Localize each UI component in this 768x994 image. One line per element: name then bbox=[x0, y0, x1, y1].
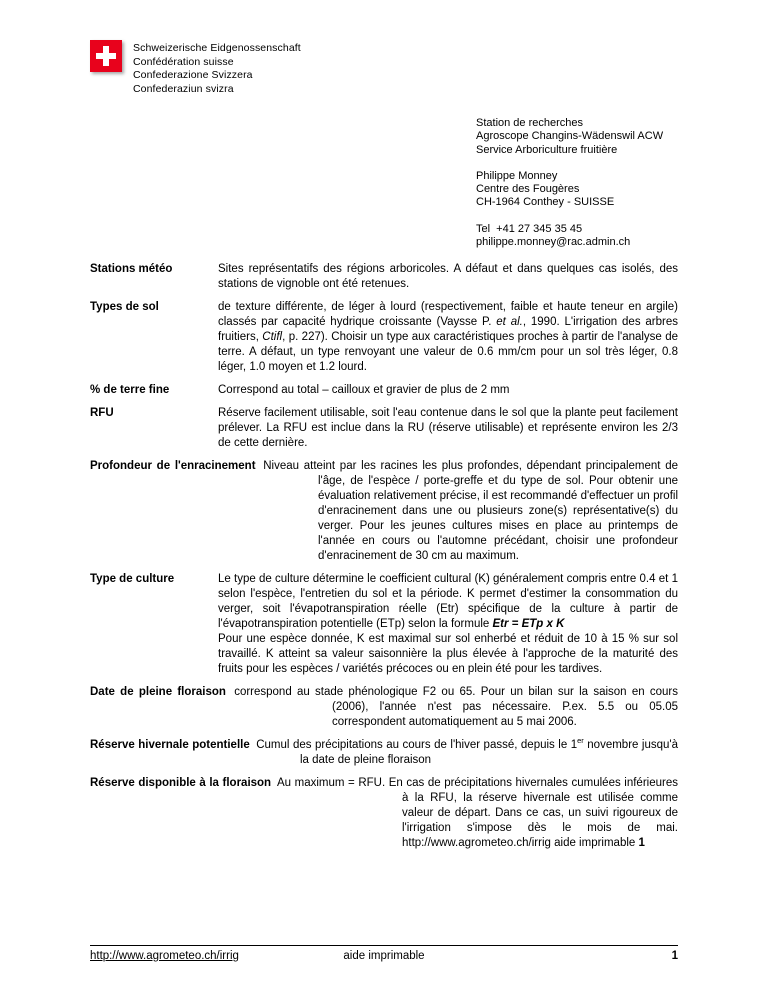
entry-type-de-culture bbox=[90, 572, 678, 677]
footer-caption: aide imprimable bbox=[343, 950, 425, 962]
phone-number: Tel +41 27 345 35 45 bbox=[476, 222, 583, 235]
entry-body: Réserve facilement utilisable, soit l'eau contenue dans le sol que la plante peut facilement prélever. La RFU est inclue dans la RU (réserve utilisable) et représente environ les 2/3 de cette dernière. bbox=[218, 407, 678, 450]
contact-line: Agroscope Changins-Wädenswil ACW bbox=[476, 130, 664, 143]
entry-reserve-hivernale bbox=[90, 738, 678, 768]
page-number: 1 bbox=[671, 950, 678, 962]
entry-rfu bbox=[90, 406, 678, 451]
entry-body bbox=[90, 459, 678, 564]
entry-text: , 1990. L'irrigation des arbres fruitiers, bbox=[218, 316, 678, 344]
entry-body bbox=[218, 572, 678, 677]
contact-line: Station de recherches bbox=[476, 117, 584, 129]
swiss-flag-icon bbox=[90, 40, 122, 72]
email-address: philippe.monney@rac.admin.ch bbox=[476, 236, 631, 249]
footer-link[interactable]: http://www.agrometeo.ch/irrig bbox=[90, 950, 239, 962]
contact-person bbox=[476, 170, 678, 210]
federal-masthead bbox=[90, 40, 678, 96]
contact-block bbox=[476, 117, 678, 249]
entry-terre-fine bbox=[90, 383, 678, 398]
contact-line: Philippe Monney bbox=[476, 169, 558, 182]
entry-text: Le type de culture détermine le coefficient cultural (K) généralement compris entre 0.4 et 1 selon l'espèce, l'entretien du sol et la période. K permet d'estimer la consommation du verger, soit l'évapotranspiration réelle (Etr) spécifique de la culture à partir de l'évapotranspiration potentielle (ETp) selon la formule bbox=[218, 573, 678, 631]
footer-row bbox=[90, 946, 678, 962]
entry-term: Type de culture bbox=[90, 573, 175, 586]
definition-list bbox=[90, 262, 678, 851]
contact-unit bbox=[476, 117, 678, 157]
entry-term: Stations météo bbox=[90, 263, 173, 276]
entry-term: % de terre fine bbox=[90, 384, 170, 397]
entry-text: Niveau atteint par les racines les plus profondes, dépendant principalement de l'âge, de l'espèce / porte-greffe et du type de sol. Pour obtenir une évaluation relativement précise, il est recommandé d'effectuer un profil d'enracinement dans une ou plusieurs zone(s) représentative(s) du verger. Pour les jeunes cultures mises en place au printemps de l'année en cours ou l'automne précédant, choisir une profondeur d'enracinement de 30 cm au maximum. bbox=[263, 460, 678, 563]
entry-text: Au maximum = RFU. En cas de précipitations hivernales cumulées inférieures à la RFU, la réserve hivernale est utilisée comme valeur de départ. Dans ce cas, un suivi rigoureux de l'irrigation s'impose dès le mois de mai. http://www.agrometeo.ch/irrig aide imprimable bbox=[277, 777, 678, 850]
entry-date-pleine-floraison bbox=[90, 685, 678, 730]
entry-body bbox=[90, 738, 678, 768]
entry-term: Réserve hivernale potentielle bbox=[90, 739, 250, 752]
entry-term: Profondeur de l'enracinement bbox=[90, 460, 256, 473]
org-name-fr: Confédération suisse bbox=[133, 55, 234, 68]
entry-body bbox=[90, 776, 678, 851]
contact-tel-email bbox=[476, 223, 678, 250]
entry-text: Cumul des précipitations au cours de l'hiver passé, depuis le 1 bbox=[256, 739, 578, 752]
entry-text: Pour une espèce donnée, K est maximal sur sol enherbé et réduit de 10 à 15 % sur sol travaillé. K atteint sa valeur saisonnière la plus élevée à l'approche de la maturité des fruits pour les espèces / variétés précoces ou en plein été pour les tardives. bbox=[218, 633, 678, 676]
org-name-it: Confederazione Svizzera bbox=[133, 69, 253, 81]
entry-term: Réserve disponible à la floraison bbox=[90, 777, 272, 790]
contact-line: Centre des Fougères bbox=[476, 183, 580, 196]
entry-text: correspond au stade phénologique F2 ou 65. Pour un bilan sur la saison en cours (2006), l'année n'est pas nécessaire. P.ex. 5.5 ou 05.05 correspondent automatiquement au 5 mai 2006. bbox=[234, 686, 678, 729]
entry-reserve-disponible bbox=[90, 776, 678, 851]
org-name-rm: Confederaziun svizra bbox=[133, 82, 234, 95]
entry-body bbox=[90, 685, 678, 730]
entry-stations-meteo bbox=[90, 262, 678, 292]
entry-formula: Etr = ETp x K bbox=[492, 618, 565, 631]
contact-line: CH-1964 Conthey - SUISSE bbox=[476, 196, 615, 209]
entry-body bbox=[218, 300, 678, 375]
entry-term: Date de pleine floraison bbox=[90, 686, 226, 699]
federal-org-names bbox=[133, 40, 301, 96]
ordinal-superscript: er bbox=[577, 736, 584, 746]
entry-term: RFU bbox=[90, 407, 114, 420]
entry-text-italic: et al. bbox=[496, 316, 523, 329]
entry-types-de-sol bbox=[90, 300, 678, 375]
entry-text: de texture différente, de léger à lourd (respectivement, faible et haute teneur en argile) classés par capacité hydrique croissante (Vaysse P. bbox=[218, 301, 678, 329]
entry-body: Sites représentatifs des régions arboricoles. A défaut et dans quelques cas isolés, des stations de vignoble ont été retenues. bbox=[218, 263, 678, 291]
org-name-de: Schweizerische Eidgenossenschaft bbox=[133, 42, 301, 54]
entry-body: Correspond au total – cailloux et gravier de plus de 2 mm bbox=[218, 384, 510, 397]
contact-line: Service Arboriculture fruitière bbox=[476, 143, 618, 156]
page-footer bbox=[90, 945, 678, 962]
entry-profondeur-enracinement bbox=[90, 459, 678, 564]
entry-term: Types de sol bbox=[90, 301, 159, 314]
entry-text-bold: 1 bbox=[638, 837, 645, 850]
entry-text: , p. 227). Choisir un type aux caractéristiques proches à partir de l'analyse de terre. A défaut, un type renvoyant une valeur de 0.6 mm/cm pour un sol très léger, 0.8 léger, 1.0 moyen et 1.2 lourd. bbox=[218, 331, 679, 374]
entry-text: novembre jusqu'à la date de pleine floraison bbox=[300, 739, 678, 767]
entry-text-italic: Ctifl bbox=[262, 331, 283, 344]
